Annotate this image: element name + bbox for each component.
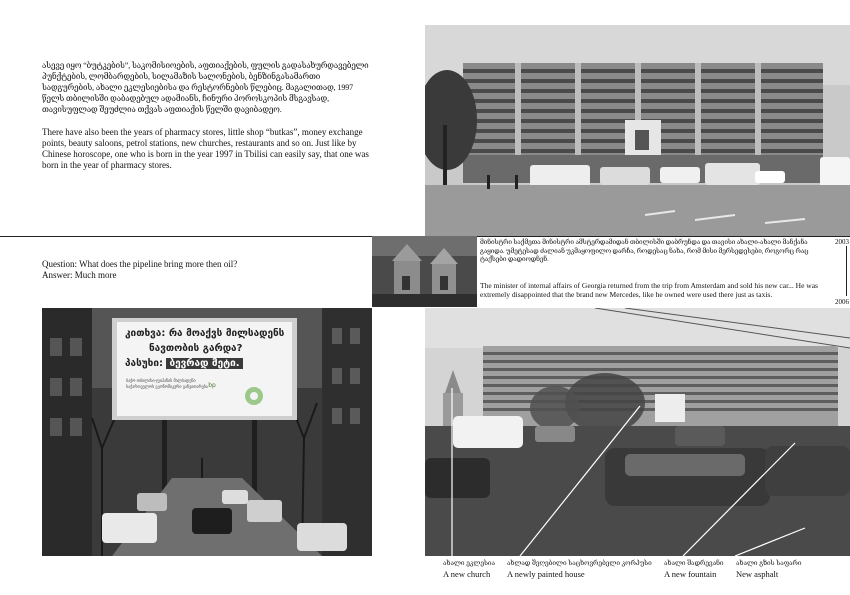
church-thumbnail-photo — [372, 236, 477, 307]
pipeline-question: Question: What does the pipeline bring more then oil? — [42, 259, 238, 269]
caption-new-fountain-english: A new fountain — [664, 569, 717, 579]
caption-new-asphalt — [736, 559, 816, 579]
billboard-answer-highlight: ბევრად მეტი. — [166, 358, 242, 369]
caption-new-fountain-georgian: ახალი შადრევანი — [664, 560, 724, 567]
billboard-answer-label: პასუხი: — [125, 358, 163, 369]
caption-new-asphalt-english: New asphalt — [736, 569, 779, 579]
apartment-block-photo — [425, 25, 850, 237]
minister-english-paragraph: The minister of internal affairs of Georgia returned from the trip from Amsterdam and sold his new car... He was extremely disappointed that the brand new Mercedes, like he owned were used there just as taxis. — [480, 281, 818, 299]
billboard-panel — [125, 326, 290, 371]
caption-painted-house — [507, 559, 657, 579]
year-start-label: 2003 — [835, 238, 849, 246]
georgian-intro-paragraph: ასევე იყო “ბუტკების”, საკომისიოების, აფთიაქების, ფულის გადასახურდავებელი პუნქტების, ლომბარდების, სილამაზის სალონების, ბენზინგასამართი სადგურების, ახალი ეკლესიებისა და რესტორნების წლებიც. მაგალითად, 1997 წელს თბილისში დაბადებულ ადამიანს, ჩინური ჰოროსკოპის მსგავსად, თავისუფლად შეუძლია თქვას აფთიაქის წელში დავიბადეო. — [42, 61, 369, 114]
billboard-small-line2: საქართველოს ეკონომიკური განვითარება — [126, 384, 208, 389]
billboard-small-line1: ბაქო-თბილისი-ჯეიჰანის მილსადენი — [126, 378, 196, 383]
city-square-photo — [425, 308, 850, 556]
billboard-small-print — [126, 378, 246, 390]
billboard-question-line1: კითხვა: რა მოაქვს მილსადენს — [125, 328, 285, 339]
caption-new-church-georgian: ახალი ეკლესია — [443, 560, 496, 567]
english-intro-paragraph: There have also been the years of pharmacy stores, little shop “butkas”, money exchange points, beauty saloons, petrol stations, new churches, restaurants and so on. Just like by Chinese horoscope, one who is born in the year 1997 in Tbilisi can easily say, that one was born in the year of pharmacy stores. — [42, 127, 369, 170]
bp-logo-text: bp — [208, 382, 216, 389]
pipeline-answer: Answer: Much more — [42, 270, 117, 280]
billboard-street-photo — [42, 308, 372, 556]
caption-new-asphalt-georgian: ახალი გზის საფარი — [736, 560, 802, 567]
caption-painted-house-georgian: ახლად შეღებილი საცხოვრებელი კორპუსი — [507, 560, 652, 567]
caption-new-fountain — [664, 559, 734, 579]
timeline-line — [846, 246, 847, 296]
minister-georgian-paragraph: მინისტრი საქმეთა მინისტრი ამსტერდამიდან თბილისში დაბრუნდა და თავისი ახალი-ახალი მანქანა გაყიდა. უმეტესად ძალიან უკმაყოფილო დარჩა, როდესაც ნახა, რომ მისი მერსედესები, როგორც რაც ტაქსები დადიოდნენ. — [480, 239, 809, 263]
caption-painted-house-english: A newly painted house — [507, 569, 585, 579]
billboard-question-line2: ნავთობის გარდა? — [149, 343, 243, 354]
caption-new-church — [443, 559, 508, 579]
year-end-label: 2006 — [835, 298, 849, 306]
caption-new-church-english: A new church — [443, 569, 491, 579]
